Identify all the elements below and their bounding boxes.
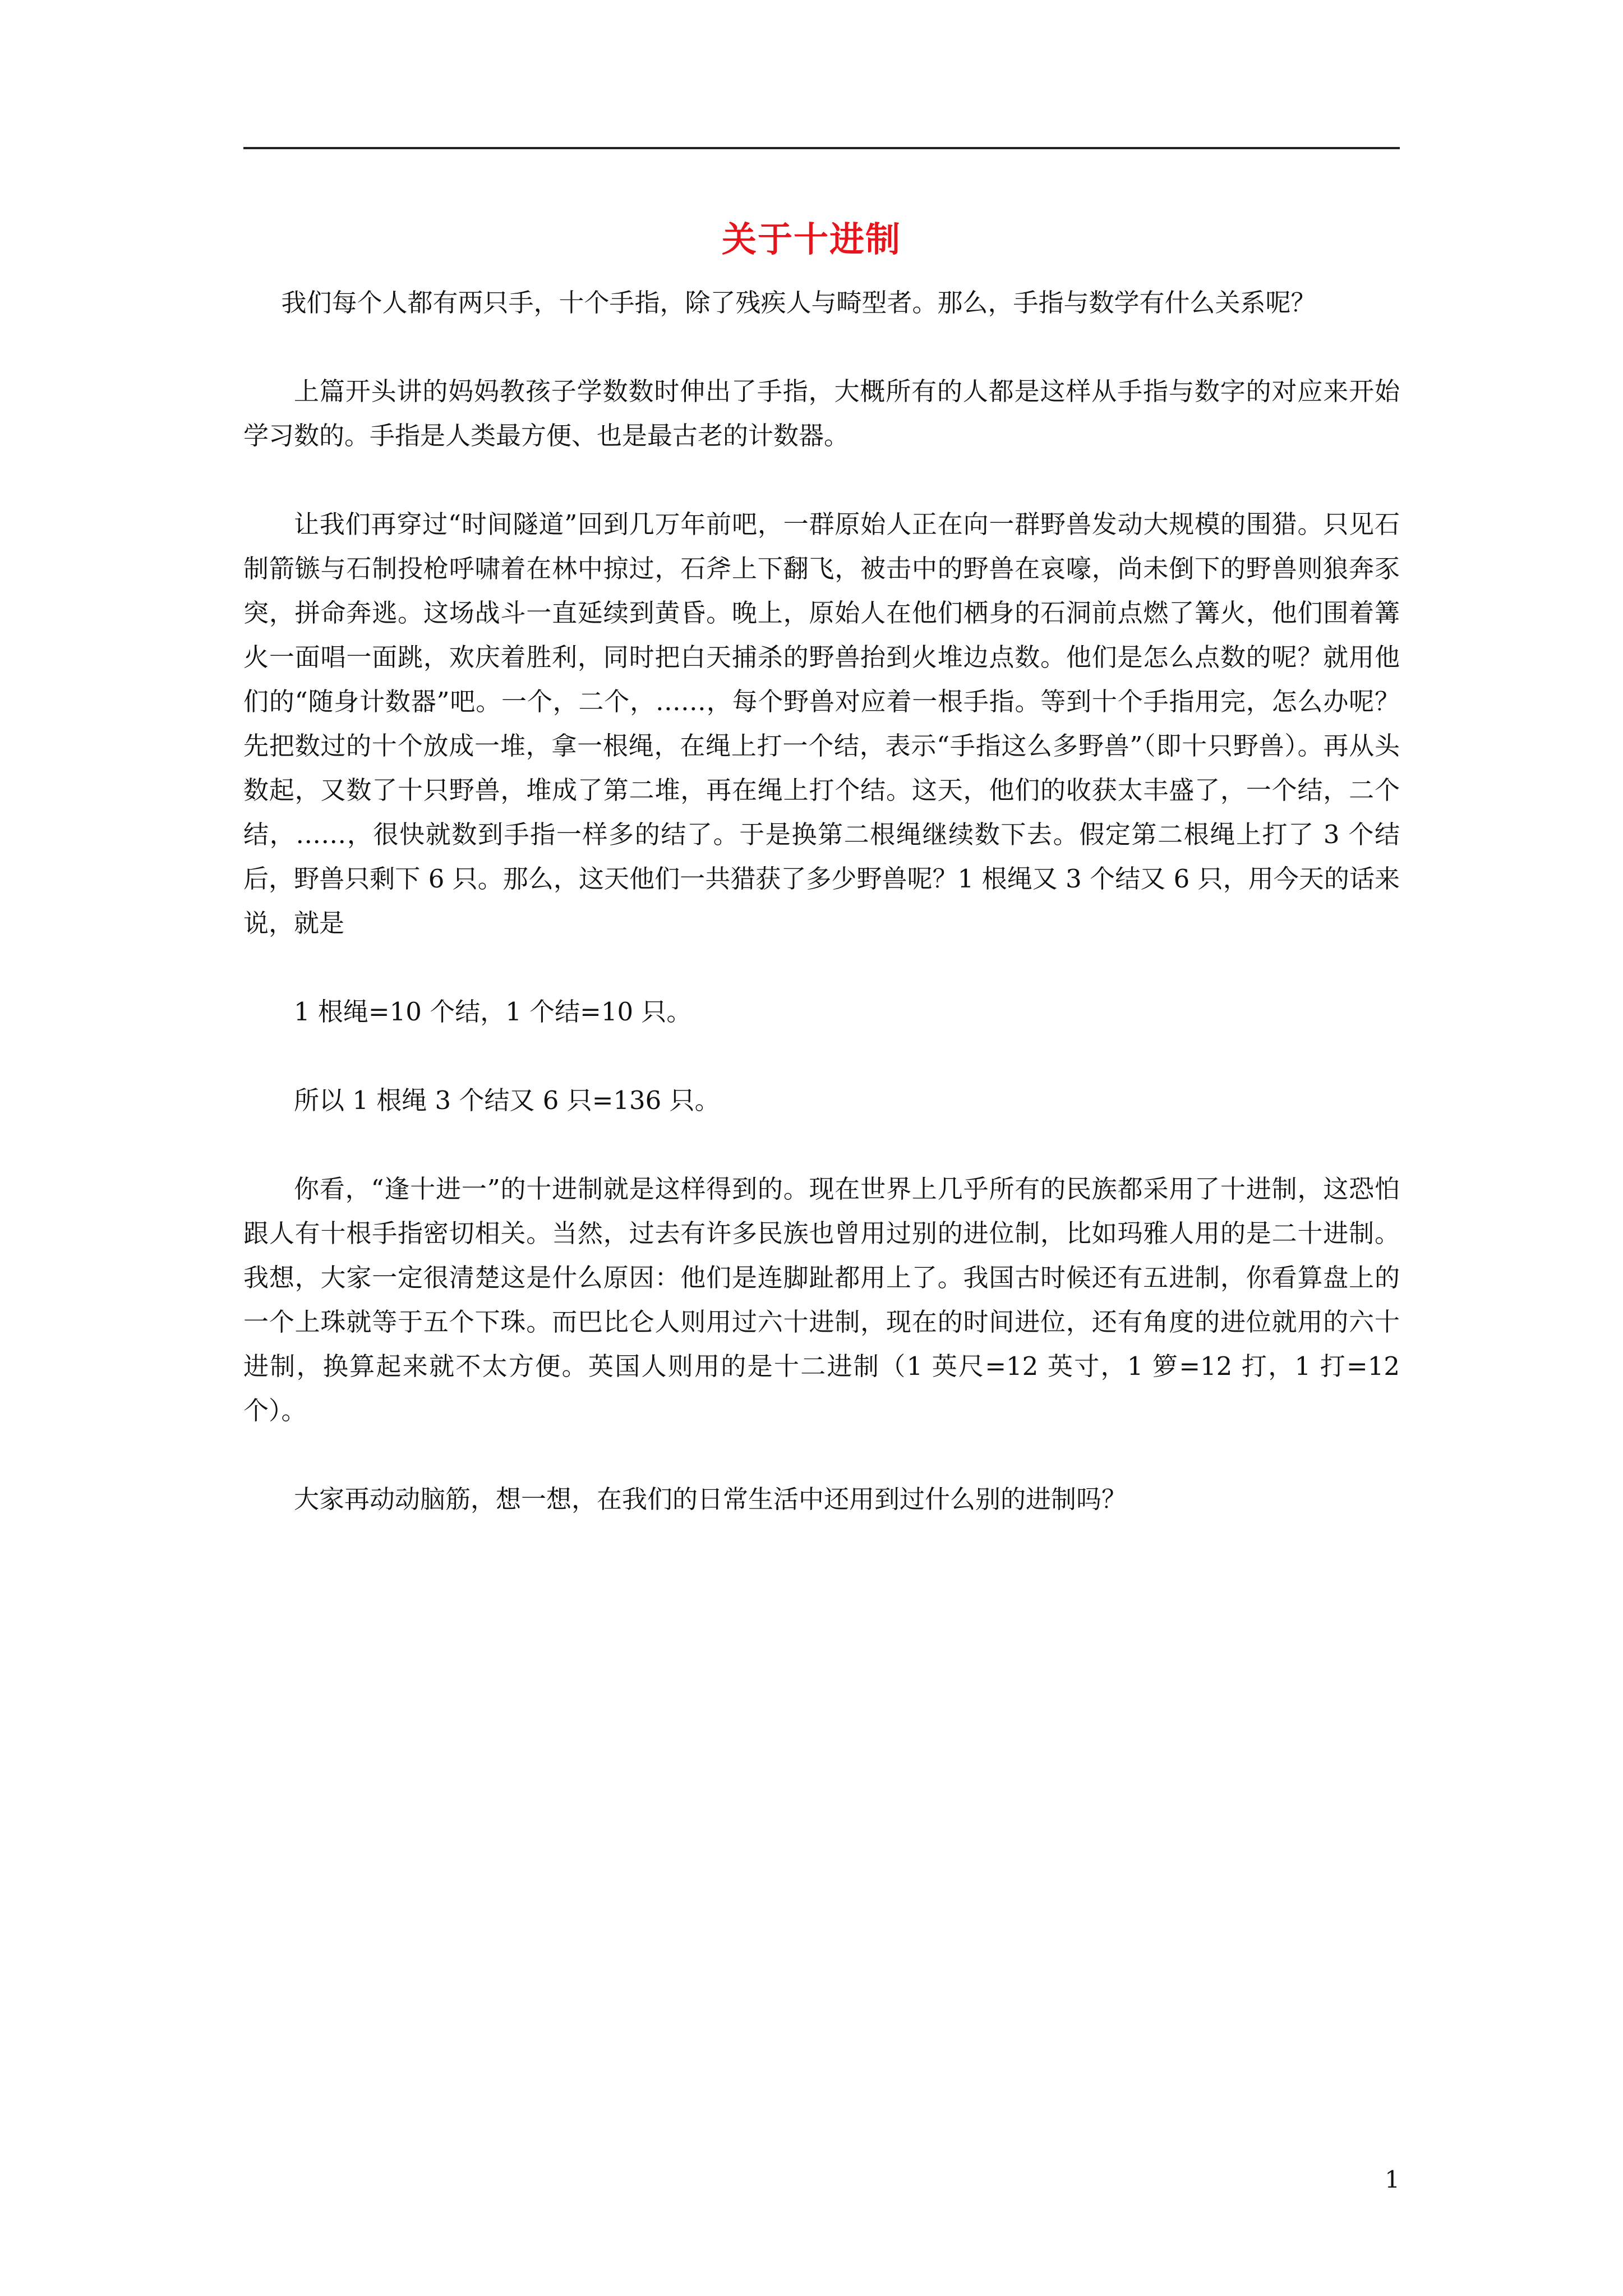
- paragraph-equation-total: 所以 1 根绳 3 个结又 6 只=136 只。: [294, 1085, 720, 1115]
- paragraph-equation-units: 1 根绳=10 个结，1 个结=10 只。: [294, 997, 692, 1027]
- paragraph-fingers-counter: 上篇开头讲的妈妈教孩子学数数时伸出了手指，大概所有的人都是这样从手指与数字的对应来开始学习数的。手指是人类最方便、也是最古老的计数器。: [243, 376, 1400, 450]
- paragraph-primitive-hunt: 让我们再穿过“时间隧道”回到几万年前吧，一群原始人正在向一群野兽发动大规模的围猎。只见石制箭镞与石制投枪呼啸着在林中掠过，石斧上下翻飞，被击中的野兽在哀嚎，尚未倒下的野兽则狼奔豕突，拼命奔逃。这场战斗一直延续到黄昏。晚上，原始人在他们栖身的石洞前点燃了篝火，他们围着篝火一面唱一面跳，欢庆着胜利，同时把白天捕杀的野兽抬到火堆边点数。他们是怎么点数的呢？就用他们的“随身计数器”吧。一个，二个，……，每个野兽对应着一根手指。等到十个手指用完，怎么办呢？先把数过的十个放成一堆，拿一根绳，在绳上打一个结，表示“手指这么多野兽”（即十只野兽）。再从头数起，又数了十只野兽，堆成了第二堆，再在绳上打个结。这天，他们的收获太丰盛了，一个结，二个结，……，很快就数到手指一样多的结了。于是换第二根绳继续数下去。假定第二根绳上打了 3 个结后，野兽只剩下 6 只。那么，这天他们一共猎获了多少野兽呢？1 根绳又 3 个结又 6 只，用今天的话来说，就是: [243, 509, 1400, 938]
- document-body: [243, 280, 1400, 1521]
- document-title: 关于十进制: [721, 219, 901, 260]
- paragraph-intro: 我们每个人都有两只手，十个手指，除了残疾人与畸型者。那么，手指与数学有什么关系呢？: [281, 288, 1316, 318]
- paragraph-closing-question: 大家再动动脑筋，想一想，在我们的日常生活中还用到过什么别的进制吗？: [294, 1484, 1127, 1514]
- page-number: 1: [1385, 2166, 1400, 2193]
- paragraph-other-bases: 你看，“逢十进一”的十进制就是这样得到的。现在世界上几乎所有的民族都采用了十进制，这恐怕跟人有十根手指密切相关。当然，过去有许多民族也曾用过别的进位制，比如玛雅人用的是二十进制。我想，大家一定很清楚这是什么原因：他们是连脚趾都用上了。我国古时候还有五进制，你看算盘上的一个上珠就等于五个下珠。而巴比仑人则用过六十进制，现在的时间进位，还有角度的进位就用的六十进制，换算起来就不太方便。英国人则用的是十二进制（1 英尺=12 英寸，1 箩=12 打，1 打=12 个）。: [243, 1174, 1400, 1425]
- header-rule: [243, 147, 1400, 149]
